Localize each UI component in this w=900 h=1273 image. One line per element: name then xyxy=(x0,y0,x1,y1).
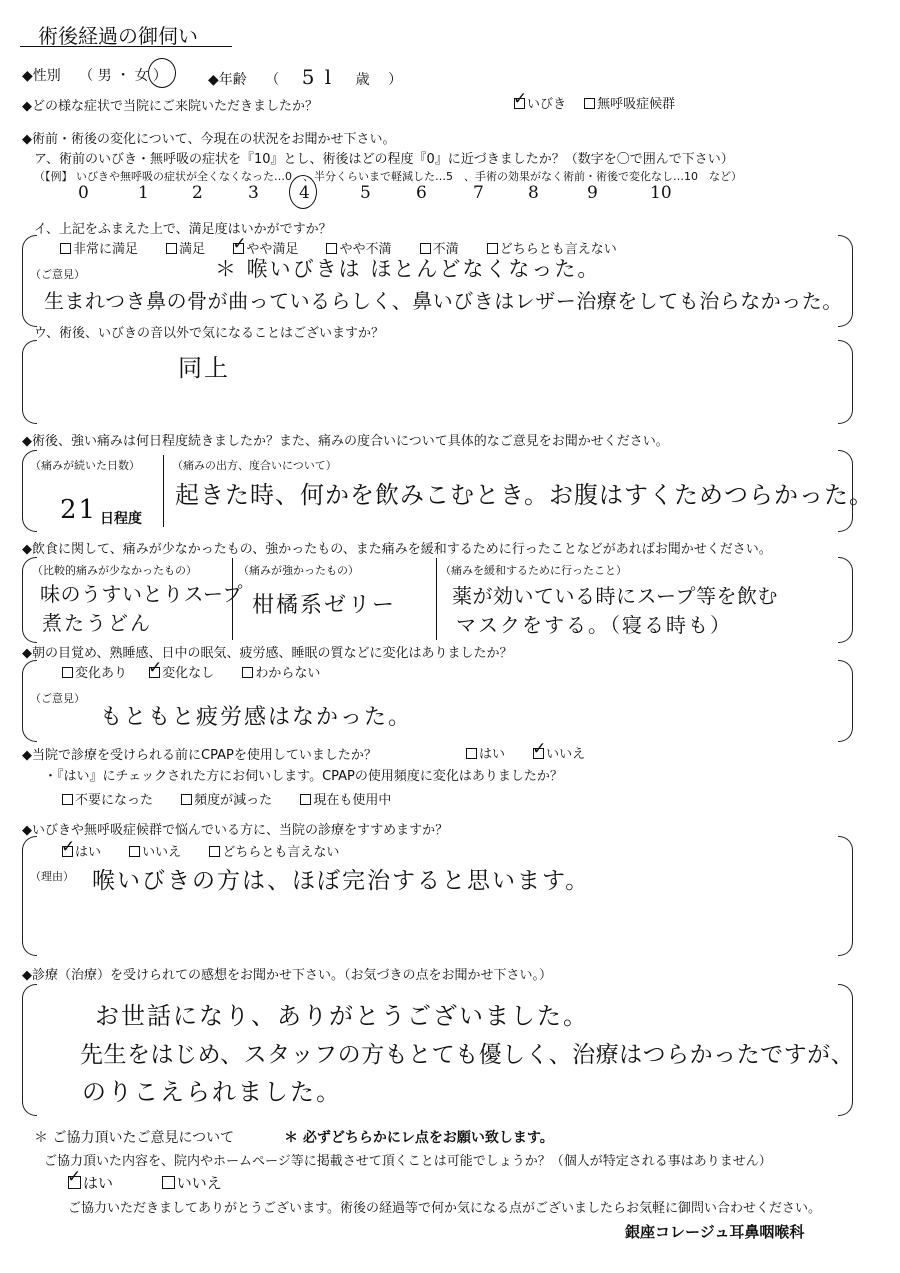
recommend-no-checkbox[interactable] xyxy=(129,846,140,857)
satisfaction-handwriting-2[interactable]: 生まれつき鼻の骨が曲っているらしく、鼻いびきはレザー治療をしても治らなかった。 xyxy=(44,289,843,313)
still-using-checkbox[interactable] xyxy=(300,794,311,805)
snoring-label: いびき xyxy=(527,97,567,112)
paren: （ xyxy=(265,72,280,88)
pain-detail-handwriting[interactable]: 起きた時、何かを飲みこむとき。お腹はすくためつらかった。 xyxy=(175,481,875,509)
cpap-question: ◆当院で診療を受けられる前にCPAPを使用していましたか？ xyxy=(22,748,377,763)
pain-days-value[interactable]: 21 xyxy=(60,495,98,525)
option-label: 非常に満足 xyxy=(73,242,139,257)
divider xyxy=(436,558,437,640)
food-col3-label: （痛みを緩和するために行ったこと） xyxy=(440,564,627,577)
food-question: ◆飲食に関して、痛みが少なかったもの、強かったもの、また痛みを緩和するために行ったことなどがあればお聞かせください。 xyxy=(22,542,772,557)
scale-number-6[interactable]: 6 xyxy=(416,183,427,203)
divider xyxy=(232,558,233,640)
recommend-handwriting[interactable]: 喉いびきの方は、ほぼ完治すると思います。 xyxy=(92,868,591,894)
food-col1-handwriting-1[interactable]: 味のうすいとりスープ xyxy=(40,582,243,606)
very-satisfied-checkbox[interactable] xyxy=(60,243,71,254)
bracket-right xyxy=(838,557,853,643)
change-heading: ◆術前・術後の変化について、今現在の状況をお聞かせ下さい。 xyxy=(22,132,396,147)
clinic-name: 銀座コレージュ耳鼻咽喉科 xyxy=(625,1223,805,1241)
satisfaction-handwriting-1[interactable]: ＊ 喉いびきは ほとんどなくなった。 xyxy=(215,257,601,281)
symptom-question: ◆どの様な症状で当院にご来院いただきましたか？ xyxy=(22,99,318,114)
thanks-text: ご協力いただきましてありがとうございます。術後の経過等で何か気になる点がございましたらお気軽に御問い合わせください。 xyxy=(68,1201,821,1216)
no-change-checkbox[interactable] xyxy=(149,667,160,678)
opinion-label: （ご意見） xyxy=(30,692,85,705)
option-label: はい xyxy=(479,747,506,762)
food-col3-handwriting-2[interactable]: マスクをする。（寝る時も） xyxy=(456,613,732,637)
paren: （ xyxy=(79,68,94,84)
not-needed-checkbox[interactable] xyxy=(62,794,73,805)
scale-number-4[interactable]: 4 xyxy=(299,183,310,203)
page-title: 術後経過の御伺い xyxy=(38,24,198,48)
satisfied-checkbox[interactable] xyxy=(166,243,177,254)
apnea-checkbox[interactable] xyxy=(584,98,595,109)
pain-question: ◆術後、強い痛みは何日程度続きましたか？また、痛みの度合いについて具体的なご意見をお聞かせください。 xyxy=(22,434,669,449)
separator: ・ xyxy=(116,68,131,84)
option-label: はい xyxy=(75,845,102,860)
footer-note-2: ＊ 必ずどちらかにレ点をお願い致します。 xyxy=(284,1130,554,1146)
recommend-question: ◆いびきや無呼吸症候群で悩んでいる方に、当院の診療をすすめますか？ xyxy=(22,823,449,838)
consent-options xyxy=(68,1172,222,1193)
cpap-yes-checkbox[interactable] xyxy=(466,748,477,759)
option-label: いいえ xyxy=(142,845,182,860)
bracket-right xyxy=(838,836,853,956)
consent-yes-checkbox[interactable] xyxy=(68,1176,81,1189)
food-col1-handwriting-2[interactable]: 煮たうどん xyxy=(42,611,152,635)
pain-days-unit: 日程度 xyxy=(100,511,142,527)
changed-checkbox[interactable] xyxy=(62,667,73,678)
symptom-options xyxy=(514,93,675,112)
food-col3-handwriting-1[interactable]: 薬が効いている時にスープ等を飲む xyxy=(452,584,778,608)
option-label: どちらとも言えない xyxy=(222,845,340,860)
morning-handwriting[interactable]: もともと疲労感はなかった。 xyxy=(100,705,413,730)
bracket-right xyxy=(838,660,853,742)
apnea-label: 無呼吸症候群 xyxy=(597,97,676,112)
food-col2-handwriting[interactable]: 柑橘系ゼリー xyxy=(252,593,397,618)
option-label: 不満 xyxy=(432,242,459,257)
morning-options xyxy=(62,662,320,681)
reduced-checkbox[interactable] xyxy=(181,794,192,805)
option-label: 頻度が減った xyxy=(194,793,273,808)
age-row xyxy=(208,65,402,89)
other-question: ウ、術後、いびきの音以外で気になることはございますか？ xyxy=(34,326,384,341)
food-col2-label: （痛みが強かったもの） xyxy=(238,564,359,577)
consent-no-checkbox[interactable] xyxy=(162,1176,175,1189)
cpap-sub-options xyxy=(62,789,391,808)
unknown-checkbox[interactable] xyxy=(242,667,253,678)
paren: ） xyxy=(153,68,168,84)
scale-number-5[interactable]: 5 xyxy=(360,183,371,203)
impression-question: ◆診療（治療）を受けられての感想をお聞かせ下さい。（お気づきの点をお聞かせ下さい。） xyxy=(22,968,552,983)
scale-number-9[interactable]: 9 xyxy=(587,183,598,203)
scale-number-1[interactable]: 1 xyxy=(138,183,149,203)
option-label: わからない xyxy=(255,666,321,681)
change-example: （【例】 いびきや無呼吸の症状が全くなくなった…0 、半分くらいまで軽減した…5 、手術の効果がなく術前・術後で変化なし…10 など） xyxy=(34,170,742,183)
option-label: いいえ xyxy=(176,1174,222,1192)
age-label: ◆年齢 xyxy=(208,72,247,88)
title-underline xyxy=(20,46,232,47)
pain-detail-label: （痛みの出方、度合いについて） xyxy=(172,459,337,472)
scale-number-0[interactable]: 0 xyxy=(78,183,89,203)
option-label: はい xyxy=(83,1174,114,1192)
cpap-no-checkbox[interactable] xyxy=(533,748,544,759)
recommend-neutral-checkbox[interactable] xyxy=(209,846,220,857)
pain-days-label: （痛みが続いた日数） xyxy=(30,459,140,472)
bracket-left xyxy=(22,984,37,1116)
sex-row xyxy=(22,65,167,85)
option-label: やや満足 xyxy=(246,242,299,257)
option-label: いいえ xyxy=(546,747,586,762)
footer-note-1: ＊ ご協力頂いたご意見について xyxy=(34,1130,235,1146)
female-circle-mark xyxy=(148,58,176,88)
bracket-right xyxy=(838,340,853,424)
change-question-a: ア、術前のいびき・無呼吸の症状を『10』とし、術後はどの程度『0』に近づきましたか？（数字を〇で囲んで下さい） xyxy=(34,152,734,167)
option-label: どちらとも言えない xyxy=(499,242,617,257)
impression-handwriting-2[interactable]: 先生をはじめ、スタッフの方もとても優しく、治療はつらかったですが、 xyxy=(80,1042,855,1068)
option-label: 変化なし xyxy=(162,666,215,681)
recommend-yes-checkbox[interactable] xyxy=(62,846,73,857)
scale-number-2[interactable]: 2 xyxy=(192,183,203,203)
sex-label: ◆性別 xyxy=(22,68,61,84)
scale-number-10[interactable]: 10 xyxy=(650,183,672,203)
paren: ） xyxy=(388,72,403,88)
reason-label: （理由） xyxy=(30,870,74,883)
age-value[interactable]: 5 l xyxy=(301,65,334,89)
option-label: 満足 xyxy=(179,242,206,257)
sex-female-option[interactable]: 女 xyxy=(134,68,149,84)
satisfaction-question: イ、上記をふまえた上で、満足度はいかがですか？ xyxy=(34,222,332,237)
bracket-left xyxy=(22,836,37,956)
cpap-subquestion: ・『はい』にチェックされた方にお伺いします。CPAPの使用頻度に変化はありましたか？ xyxy=(44,769,563,784)
option-label: 現在も使用中 xyxy=(313,793,392,808)
scale-number-3[interactable]: 3 xyxy=(248,183,259,203)
scale-number-7[interactable]: 7 xyxy=(473,183,484,203)
food-col1-label: （比較的痛みが少なかったもの） xyxy=(32,564,197,577)
other-handwriting[interactable]: 同上 xyxy=(178,354,230,382)
scale-number-8[interactable]: 8 xyxy=(528,183,539,203)
sex-male-option[interactable]: 男 xyxy=(97,68,112,84)
opinion-label: （ご意見） xyxy=(30,268,85,281)
cpap-options xyxy=(466,743,585,762)
impression-handwriting-1[interactable]: お世話になり、ありがとうございました。 xyxy=(95,1002,589,1030)
recommend-options xyxy=(62,841,339,860)
consent-question: ご協力頂いた内容を、院内やホームページ等に掲載させて頂くことは可能でしょうか？（個人が特定される事はありません） xyxy=(44,1154,772,1169)
impression-handwriting-3[interactable]: のりこえられました。 xyxy=(82,1078,342,1106)
snoring-checkbox[interactable] xyxy=(514,98,525,109)
option-label: 不要になった xyxy=(75,793,154,808)
scale-4-circle-mark xyxy=(289,175,317,209)
option-label: 変化あり xyxy=(75,666,128,681)
bracket-left xyxy=(22,340,37,424)
morning-question: ◆朝の目覚め、熟睡感、日中の眠気、疲労感、睡眠の質などに変化はありましたか？ xyxy=(22,646,513,661)
age-unit: 歳 xyxy=(355,72,370,88)
option-label: やや不満 xyxy=(339,242,392,257)
divider xyxy=(163,455,164,527)
